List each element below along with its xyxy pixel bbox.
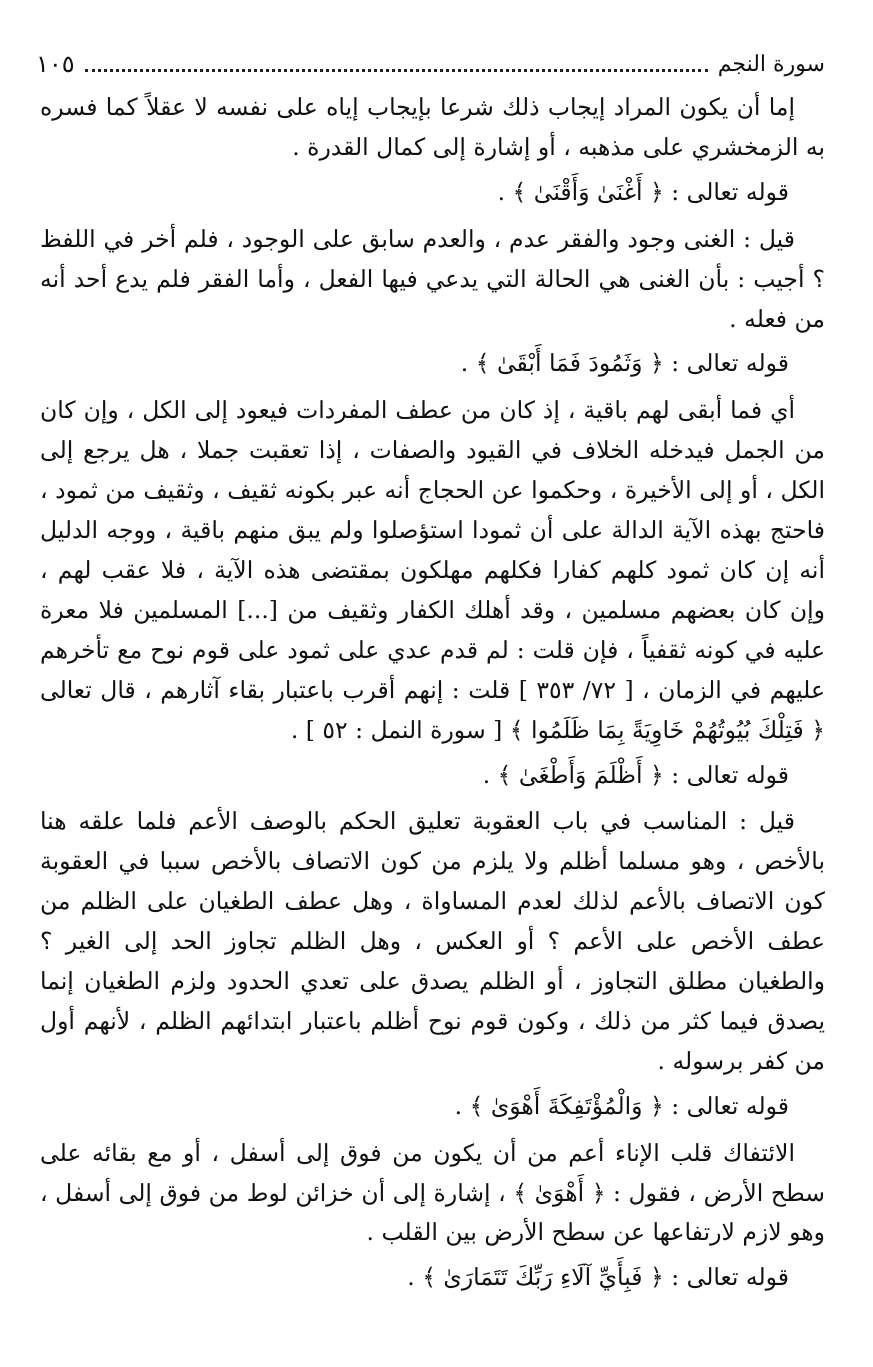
paragraph-1: إما أن يكون المراد إيجاب ذلك شرعا بإيجاب إياه على نفسه لا عقلاً كما فسره به الزمخشري على مذهبه ، أو إشارة إلى كمال القدرة . bbox=[40, 93, 825, 161]
page-body bbox=[40, 88, 825, 1305]
page-number: ١٠٥ bbox=[36, 50, 75, 78]
surah-title: سورة النجم bbox=[717, 51, 825, 77]
page-header bbox=[36, 44, 825, 84]
paragraph-5: الائتفاك قلب الإناء أعم من أن يكون من فوق إلى أسفل ، أو مع بقائه على سطح الأرض ، فقول : ﴿ أَهْوَىٰ ﴾ ، إشارة إلى أن خزائن لوط من فوق إلى أسفل ، وهو لازم لارتفاعها عن سطح الأرض بين القلب . bbox=[40, 1138, 825, 1247]
verse-heading-2: قوله تعالى : ﴿ وَثَمُودَ فَمَا أَبْقَىٰ ﴾ . bbox=[460, 349, 789, 378]
verse-heading-1: قوله تعالى : ﴿ أَغْنَىٰ وَأَقْنَىٰ ﴾ . bbox=[497, 177, 789, 206]
paragraph-2: قيل : الغنى وجود والفقر عدم ، والعدم سابق على الوجود ، فلم أخر في اللفظ ؟ أجيب : بأن الغنى هي الحالة التي يدعي فيها الفعل ، وأما الفقر فلم يدع أحد أنه من فعله . bbox=[40, 224, 825, 333]
verse-heading-4: قوله تعالى : ﴿ وَالْمُؤْتَفِكَةَ أَهْوَىٰ ﴾ . bbox=[454, 1091, 789, 1120]
paragraph-3: أي فما أبقى لهم باقية ، إذ كان من عطف المفردات فيعود إلى الكل ، وإن كان من الجمل فيدخله الخلاف في القيود والصفات ، إذا تعقبت جملا ، هل يرجع إلى الكل ، أو إلى الأخيرة ، وحكموا عن الحجاج أنه عبر بكونه ثقيف ، وثقيف من ثمود ، فاحتج بهذه الآية الدالة على أن ثمودا استؤصلوا ولم يبق منهم باقية ، ووجه الدليل أنه إن كان ثمود كلهم كفارا فكلهم مهلكون بمقتضى هذه الآية ، فلا عقب لهم ، وإن كان بعضهم مسلمين ، وقد أهلك الكفار وثقيف من [...] المسلمين فلا معرة عليه في كونه ثقفياً ، فإن قلت : لم قدم عدي على ثمود على قوم نوح مع تأخرهم عليهم في الزمان ، [ ٧٢/ ٣٥٣ ] قلت : إنهم أقرب باعتبار بقاء آثارهم ، قال تعالى ﴿ فَتِلْكَ بُيُوتُهُمْ خَاوِيَةً بِمَا ظَلَمُوا ﴾ [ سورة النمل : ٥٢ ] . bbox=[40, 396, 825, 744]
paragraph-4: قيل : المناسب في باب العقوبة تعليق الحكم بالوصف الأعم فلما علقه هنا بالأخص ، وهو مسلما أظلم ولا يلزم من كون الاتصاف بالأخص سببا في العقوبة كون الاتصاف بالأعم لذلك لعدم المساواة ، وهل عطف الطغيان على الظلم من عطف الأخص على الأعم ؟ أو العكس ، وهل الظلم تجاوز الحد إلى الغير ؟ والطغيان مطلق التجاوز ، أو الظلم يصدق على تعدي الحدود ولزم الطغيان إنما يصدق فيما كثر من ذلك ، وكون قوم نوح أظلم باعتبار ابتدائهم الظلم ، لأنهم أول من كفر برسوله . bbox=[40, 807, 825, 1075]
dotted-leader bbox=[85, 69, 708, 72]
verse-heading-3: قوله تعالى : ﴿ أَظْلَمَ وَأَطْغَىٰ ﴾ . bbox=[482, 760, 789, 789]
verse-heading-5: قوله تعالى : ﴿ فَبِأَيِّ آلَاءِ رَبِّكَ تَتَمَارَىٰ ﴾ . bbox=[407, 1263, 789, 1292]
